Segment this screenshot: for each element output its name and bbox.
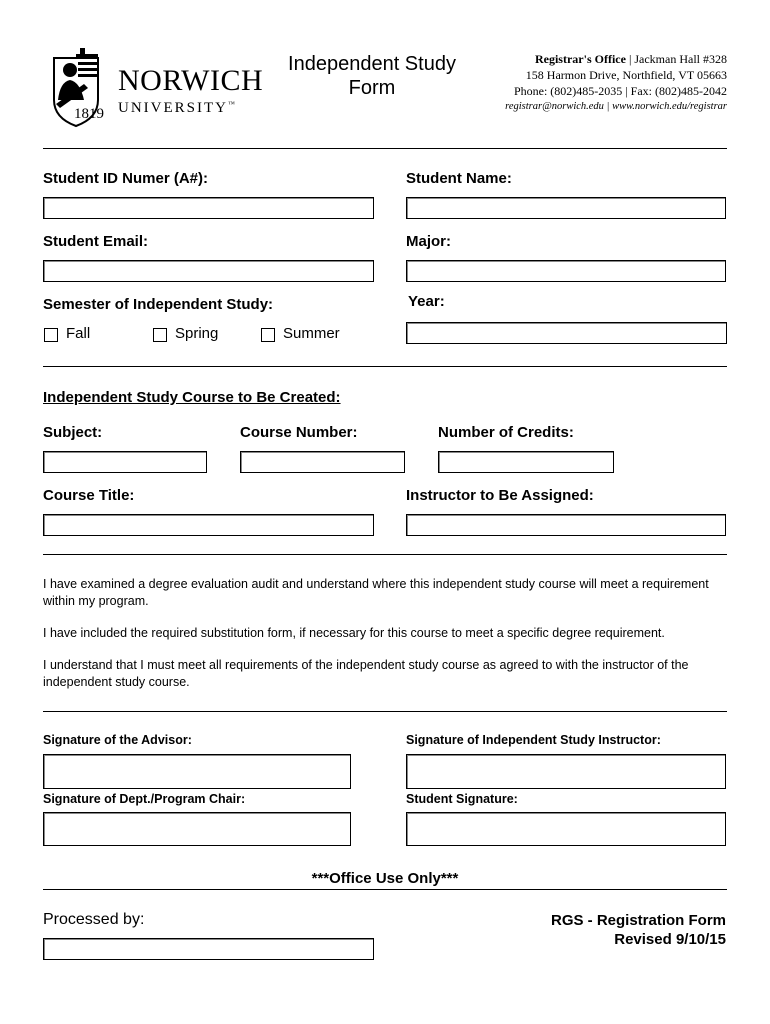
major-label: Major: [406,233,451,250]
statement-1-text: I have examined a degree evaluation audit and understand where this independent study course will meet a requirement within my program. [43,577,709,608]
student-id-label: Student ID Numer (A#): [43,170,208,187]
logo-sub [118,100,235,117]
statement-1 [43,576,723,610]
instructor-signature-label: Signature of Independent Study Instructor: [406,733,661,747]
logo-name: NORWICH [118,64,264,97]
contact-phone: Phone: (802)485-2035 | Fax: (802)485-2042 [513,84,727,98]
contact-web: registrar@norwich.edu | www.norwich.edu/registrar [505,101,727,112]
statement-3-text: I understand that I must meet all requirements of the independent study course as agreed to with the instructor of the independent study course. [43,658,689,689]
year-field[interactable] [406,322,727,344]
course-title-label: Course Title: [43,487,135,504]
subject-field[interactable] [43,451,207,473]
student-name-label: Student Name: [406,170,512,187]
logo-sub-text: UNIVERSITY [118,100,228,116]
student-signature-field[interactable] [406,812,726,846]
subject-label: Subject: [43,424,103,441]
fall-checkbox[interactable] [44,328,58,342]
credits-label: Number of Credits: [438,424,574,441]
instructor-field[interactable] [406,514,726,536]
summer-checkbox[interactable] [261,328,275,342]
form-title-line2: Form [348,77,396,99]
credits-field[interactable] [438,451,614,473]
student-name-field[interactable] [406,197,726,219]
divider [43,711,727,712]
form-info [551,911,726,949]
processed-by-field[interactable] [43,938,374,960]
instructor-signature-field[interactable] [406,754,726,789]
registrar-contact [505,51,727,115]
course-number-field[interactable] [240,451,405,473]
logo-year: 1819 [74,106,104,122]
major-field[interactable] [406,260,726,282]
form-title [272,52,472,100]
divider [43,366,727,367]
processed-by-label: Processed by: [43,911,145,928]
chair-signature-label: Signature of Dept./Program Chair: [43,792,246,806]
spring-checkbox[interactable] [153,328,167,342]
advisor-signature-label: Signature of the Advisor: [43,733,192,747]
student-signature-label: Student Signature: [406,792,518,806]
contact-office-rest: | Jackman Hall #328 [625,52,727,66]
form-title-line1: Independent Study [288,53,456,75]
student-id-field[interactable] [43,197,374,219]
chair-signature-field[interactable] [43,812,351,846]
student-email-label: Student Email: [43,233,149,250]
year-label: Year: [408,293,445,310]
course-number-label: Course Number: [240,424,358,441]
summer-label: Summer [283,325,340,342]
contact-office: Registrar's Office [534,52,626,66]
fall-label: Fall [66,325,91,342]
norwich-logo [50,44,264,128]
spring-label: Spring [175,325,219,342]
divider [43,554,727,555]
statement-2 [43,625,723,642]
course-section-heading: Independent Study Course to Be Created: [43,389,341,406]
office-use-heading: ***Office Use Only*** [311,870,459,887]
course-title-field[interactable] [43,514,374,536]
student-email-field[interactable] [43,260,374,282]
divider [43,889,727,890]
logo-trademark: ™ [228,100,235,108]
statement-2-text: I have included the required substitution form, if necessary for this course to meet a specific degree requirement. [43,626,665,640]
instructor-label: Instructor to Be Assigned: [406,487,594,504]
form-name: RGS - Registration Form [550,912,726,929]
advisor-signature-field[interactable] [43,754,351,789]
contact-address: 158 Harmon Drive, Northfield, VT 05663 [525,68,727,82]
semester-label: Semester of Independent Study: [43,296,274,313]
divider [43,148,727,149]
form-revised: Revised 9/10/15 [614,931,726,948]
contact-office-line [505,51,727,67]
statement-3 [43,657,723,691]
